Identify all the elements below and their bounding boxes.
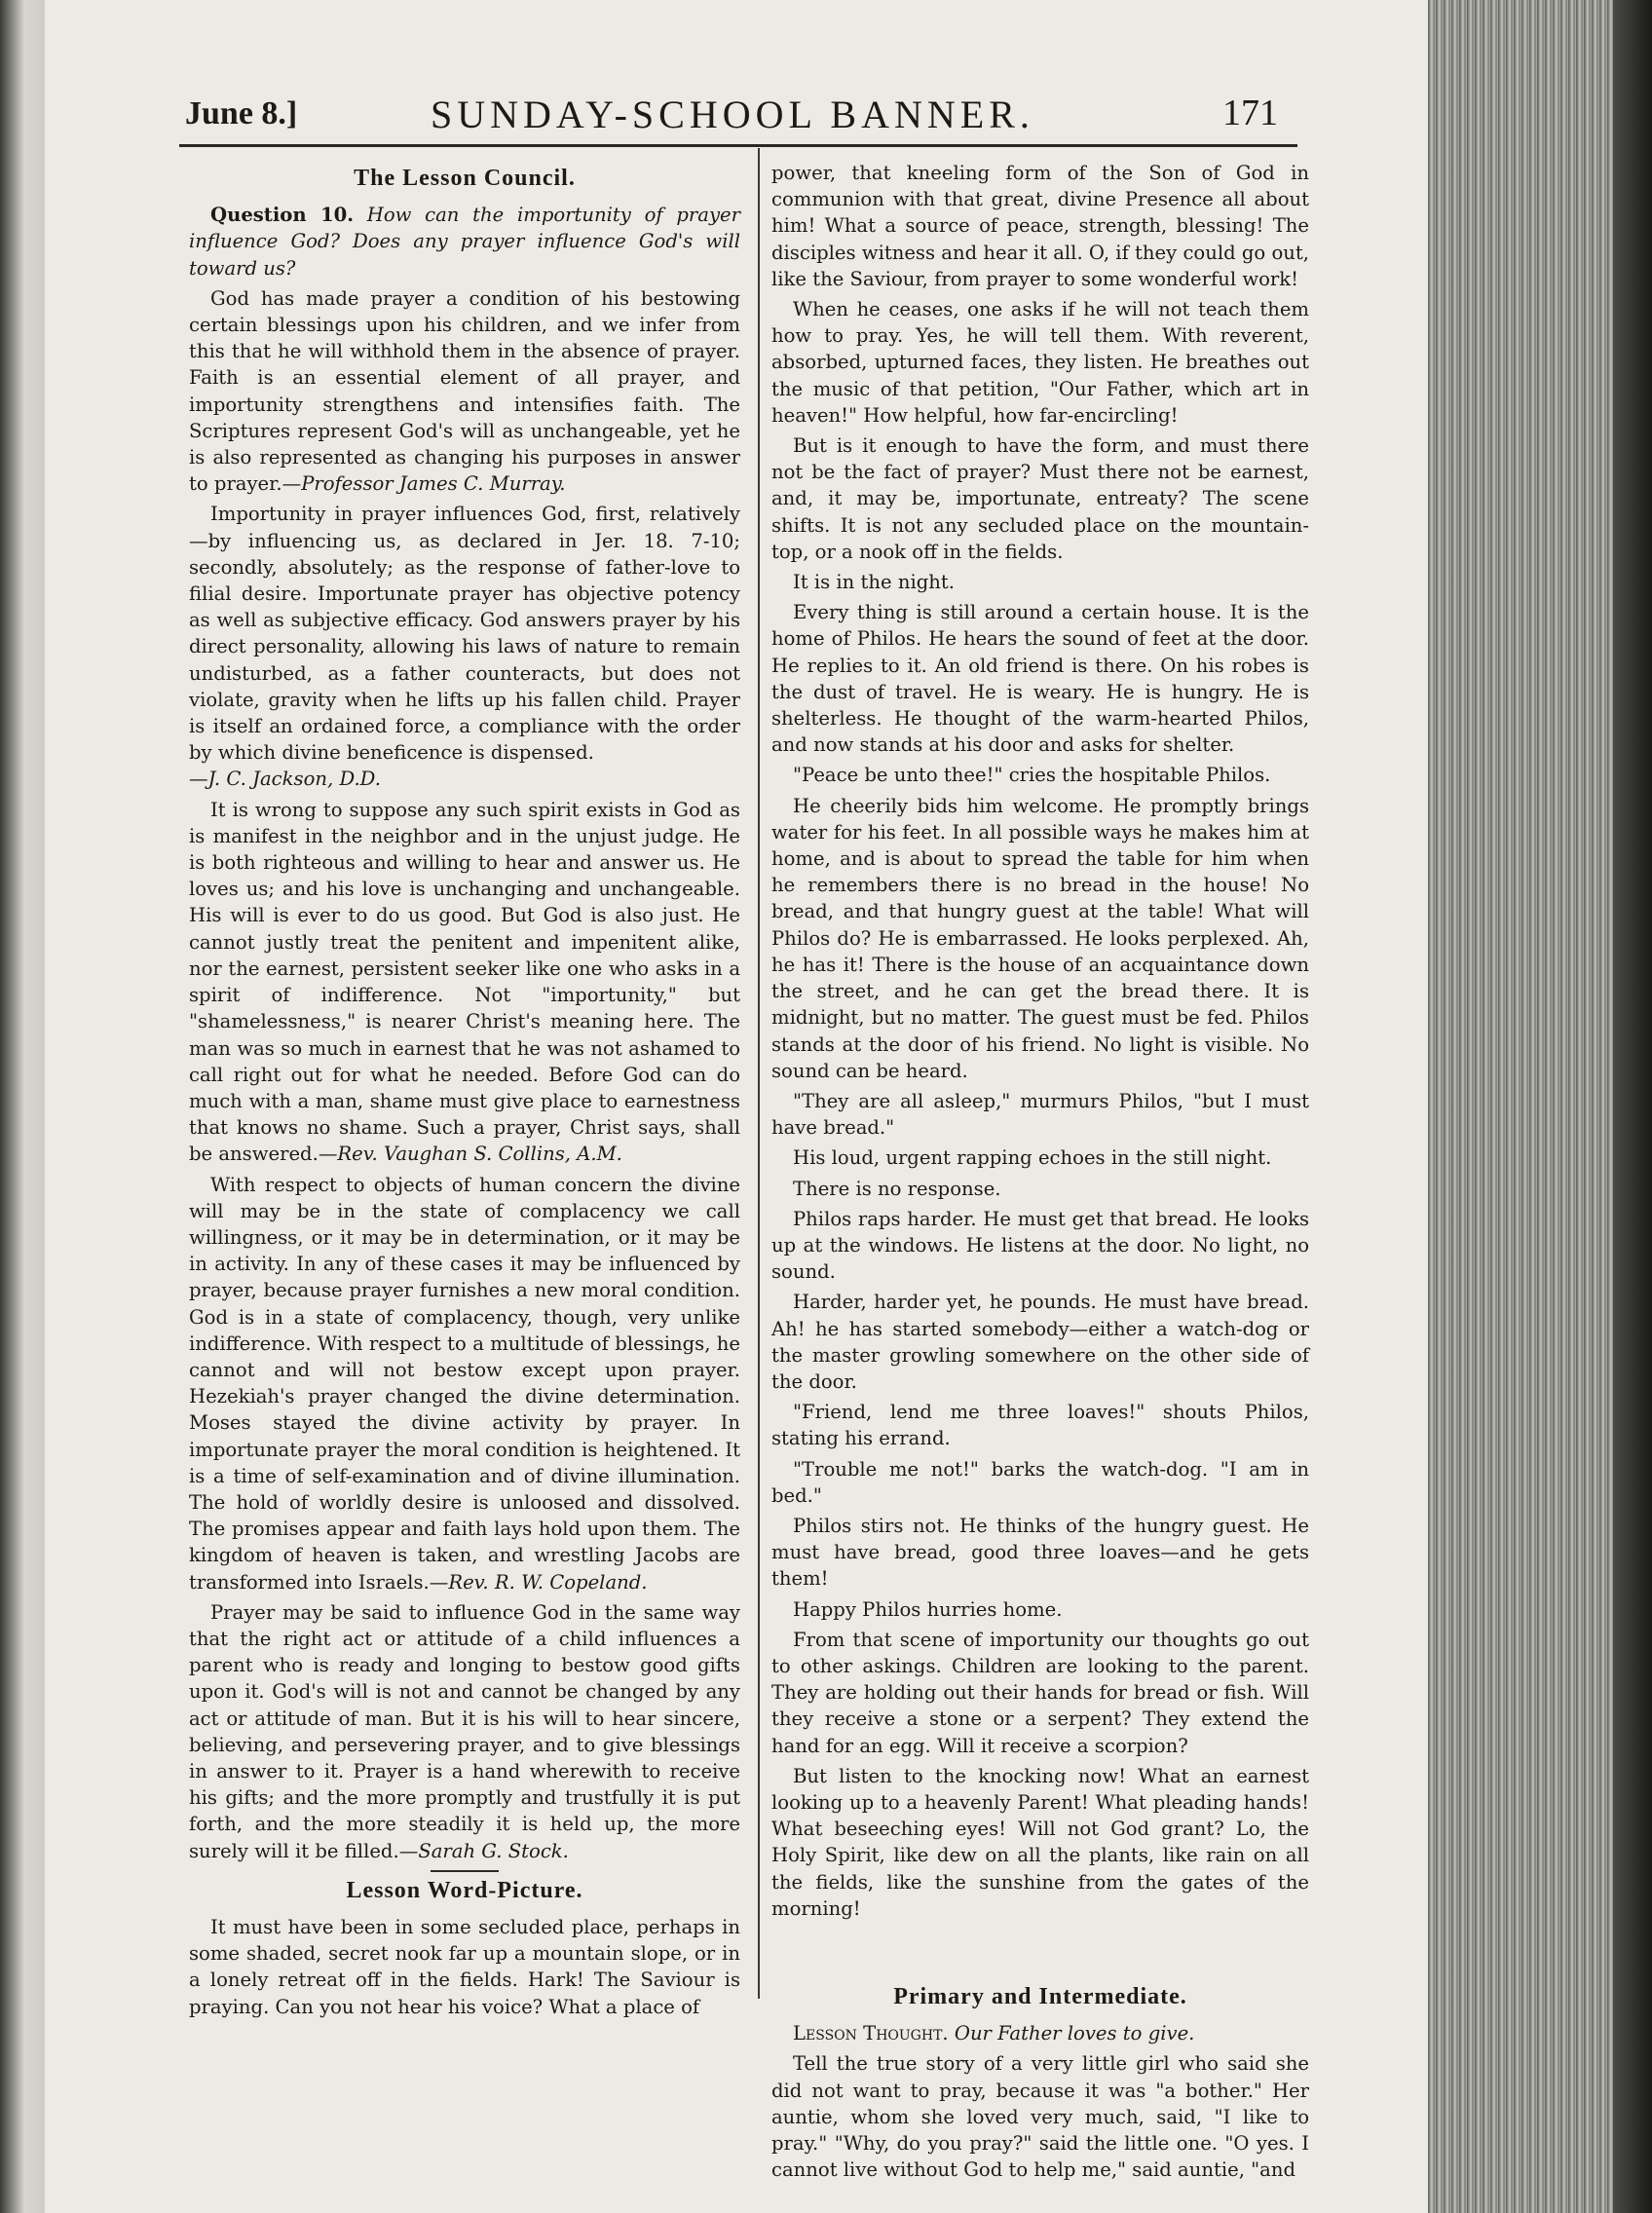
answer-3 xyxy=(189,797,740,1168)
closing-paragraph: Tell the true story of a very little girl who said she did not want to pray, because it was "a bother." Her auntie, whom she loved very much, said, "I like to pray." "Why, do you pray?" said the little one. "O yes. I cannot live without God to help me," said auntie, "and xyxy=(771,2052,1309,2182)
paragraph: power, that kneeling form of the Son of God in communion with that great, divine Presence all about him! What a source of peace, strength, blessing! The disciples witness and hear it all. O, if they could go out, like the Saviour, from prayer to some wonderful work! xyxy=(771,162,1309,290)
paragraph: But is it enough to have the form, and must there not be the fact of prayer? Must there not be earnest, and, it may be, importunate, entreaty? The scene shifts. It is not any secluded place on the mountain-top, or a nook off in the fields. xyxy=(771,434,1309,563)
running-head xyxy=(138,90,1297,148)
paragraph: Every thing is still around a certain house. It is the home of Philos. He hears the sound of feet at the door. He replies to it. An old friend is there. On his robes is the dust of travel. He is weary. He is hungry. He is shelterless. He thought of the warm-hearted Philos, and now stands at his door and asks for shelter. xyxy=(771,601,1309,757)
spacer xyxy=(771,1926,1309,1978)
question xyxy=(189,202,740,281)
answer-author: —J. C. Jackson, D.D. xyxy=(189,768,381,791)
adjacent-page-edge xyxy=(0,0,45,2213)
answer-5 xyxy=(189,1599,740,1864)
page-number: 171 xyxy=(1222,93,1278,133)
answer-1 xyxy=(189,285,740,498)
lesson-thought-text: Our Father loves to give. xyxy=(954,2022,1195,2045)
right-column xyxy=(771,160,1309,2187)
paragraph: He cheerily bids him welcome. He promptly brings water for his feet. In all possible ways he makes him at home, and is about to spread the table for him when he remembers there is no bread in the house! No bread, and that hungry guest at the table! What will Philos do? He is embarrassed. He looks perplexed. Ah, he has it! There is the house of an acquaintance down the street, and he can get the bread there. It is midnight, but no matter. The guest must be fed. Philos stands at the door of his friend. No light is visible. No sound can be heard. xyxy=(771,794,1309,1082)
word-picture-heading: Lesson Word-Picture. xyxy=(346,1877,583,1903)
answer-author: —Sarah G. Stock. xyxy=(398,1839,569,1862)
paragraph: Harder, harder yet, he pounds. He must have bread. Ah! he has started somebody—either a watch-dog or the master growling somewhere on the other side of the door. xyxy=(771,1291,1309,1393)
question-text: How can the importunity of prayer influence God? Does any prayer influence God's will toward us? xyxy=(189,204,740,280)
primary-intermediate-heading: Primary and Intermediate. xyxy=(893,1984,1187,2009)
answer-author: —Professor James C. Murray. xyxy=(282,472,566,496)
left-column xyxy=(189,160,740,2024)
paragraph: "Peace be unto thee!" cries the hospitable Philos. xyxy=(793,764,1271,787)
book-page-edges xyxy=(1420,0,1652,2213)
paragraph: "Trouble me not!" barks the watch-dog. "I am in bed." xyxy=(771,1457,1309,1507)
answer-text: With respect to objects of human concern the divine will may be in the state of complacency we call willingness, or it may be in determination, or it may be in activity. In any of these cases it may be influenced by prayer, because prayer furnishes a new moral condition. God is in a state of complacency, though, very unlike indifference. With respect to a multitude of blessings, he cannot and will not bestow except upon prayer. Hezekiah's prayer changed the divine determination. Moses stayed the divine activity by prayer. In importunate prayer the moral condition is heightened. It is a time of self-examination and of divine illumination. The hold of worldly desire is unloosed and dissolved. The promises appear and faith lays hold upon them. The kingdom of heaven is taken, and wrestling Jacobs are transformed into Israels. xyxy=(189,1173,740,1594)
answer-2 xyxy=(189,501,740,792)
answer-author: —Rev. Vaughan S. Collins, A.M. xyxy=(318,1143,622,1166)
answer-text: God has made prayer a condition of his bestowing certain blessings upon his children, and we infer from this that he will withhold them in the absence of prayer. Faith is an essential element of all prayer, and importunity strengthens and intensifies faith. The Scriptures represent God's will as unchangeable, yet he is also represented as changing his purposes in answer to prayer. xyxy=(189,286,740,496)
paragraph: Philos stirs not. He thinks of the hungry guest. He must have bread, good three loaves—and he gets them! xyxy=(771,1514,1309,1591)
answer-text: Prayer may be said to influence God in the same way that the right act or attitude of a child influences a parent who is ready and longing to bestow good gifts upon it. God's will is not and cannot be changed by any act or attitude of man. But it is his will to hear sincere, believing, and persevering prayer, and to give blessings in answer to it. Prayer is a hand wherewith to receive his gifts; and the more promptly and trustfully it is put forth, and the more steadily it is held up, the more surely will it be filled. xyxy=(189,1600,740,1862)
lesson-thought-label: Lesson Thought. xyxy=(793,2022,949,2045)
paragraph: There is no response. xyxy=(793,1177,1001,1200)
publication-title: SUNDAY-SCHOOL BANNER. xyxy=(431,93,1034,136)
answer-author: —Rev. R. W. Copeland. xyxy=(429,1570,648,1594)
issue-date: June 8.] xyxy=(185,95,298,131)
paragraph: From that scene of importunity our thoughts go out to other askings. Children are looking to the parent. They are holding out their hands for bread or fish. Will they receive a stone or a serpent? They extend the hand for an egg. Will it receive a scorpion? xyxy=(771,1628,1309,1757)
answer-text: It is wrong to suppose any such spirit exists in God as is manifest in the neighbor and in the unjust judge. He is both righteous and willing to hear and answer us. He loves us; and his love is unchanging and unchangeable. His will is ever to do us good. But God is also just. He cannot justly treat the penitent and impenitent alike, nor the earnest, persistent seeker like one who asks in a spirit of indifference. Not "importunity," but "shamelessness," is nearer Christ's meaning here. The man was so much in earnest that he was not ashamed to call right out for what he needed. Before God can do much with a man, shame must give place to earnestness that knows no shame. Such a prayer, Christ says, shall be answered. xyxy=(189,798,740,1166)
word-picture-text: It must have been in some secluded place, perhaps in some shaded, secret nook far up a mountain slope, or in a lonely retreat off in the fields. Hark! The Saviour is praying. Can you not hear his voice? What a place of xyxy=(189,1916,740,2018)
paragraph: "They are all asleep," murmurs Philos, "but I must have bread." xyxy=(771,1089,1309,1140)
paragraph: Happy Philos hurries home. xyxy=(793,1597,1063,1621)
paragraph: When he ceases, one asks if he will not teach them how to pray. Yes, he will tell them. With reverent, absorbed, upturned faces, they listen. He breathes out the music of that petition, "Our Father, which art in heaven!" How helpful, how far-encircling! xyxy=(771,298,1309,427)
lesson-council-heading: The Lesson Council. xyxy=(354,166,576,191)
paragraph: It is in the night. xyxy=(793,571,955,594)
header-rule xyxy=(179,144,1297,147)
answer-text: Importunity in prayer influences God, first, relatively —by influencing us, as declared in Jer. 18. 7-10; secondly, absolutely; as the response of father-love to filial desire. Importunate prayer has objective potency as well as subjective efficacy. God answers prayer by his direct personality, allowing his laws of nature to remain undisturbed, as a father counteracts, but does not violate, gravity when he lifts up his fallen child. Prayer is itself an ordained force, a compliance with the order by which divine beneficence is dispensed. xyxy=(189,503,740,765)
paragraph: Philos raps harder. He must get that bread. He looks up at the windows. He listens at the door. No light, no sound. xyxy=(771,1207,1309,1284)
paragraph: His loud, urgent rapping echoes in the still night. xyxy=(793,1146,1272,1170)
column-divider xyxy=(758,148,760,1999)
book-edge-rim xyxy=(1613,0,1652,2213)
question-label: Question 10. xyxy=(210,204,355,227)
paragraph: "Friend, lend me three loaves!" shouts Philos, stating his errand. xyxy=(771,1401,1309,1450)
lesson-thought xyxy=(771,2020,1309,2046)
paragraph: But listen to the knocking now! What an earnest looking up to a heavenly Parent! What pleading hands! What beseeching eyes! Will not God grant? Lo, the Holy Spirit, like dew on all the plants, like rain on all the fields, like the sunshine from the gates of the morning! xyxy=(771,1764,1309,1920)
section-rule xyxy=(431,1870,499,1872)
answer-4 xyxy=(189,1172,740,1595)
